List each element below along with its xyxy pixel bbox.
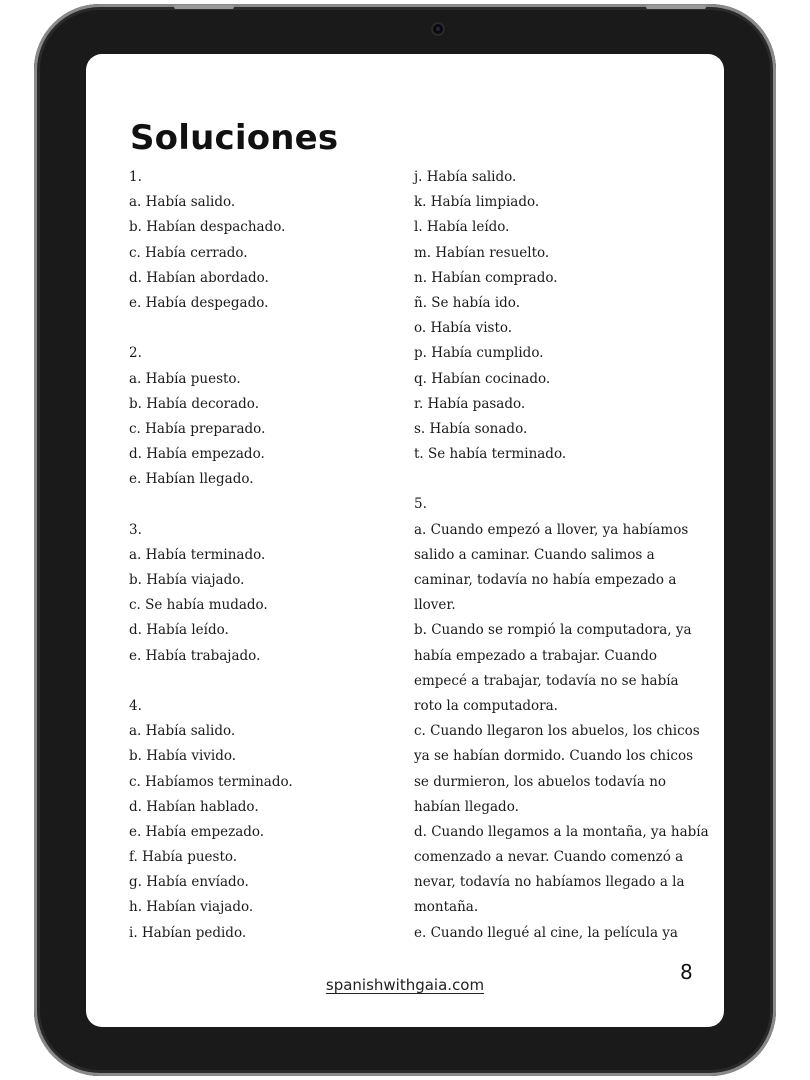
- solution-line: habían llegado.: [414, 798, 519, 815]
- solution-line: e. Había despegado.: [129, 294, 269, 311]
- solution-line: a. Cuando empezó a llover, ya habíamos: [414, 521, 689, 538]
- solution-line: e. Habían llegado.: [129, 471, 254, 488]
- solution-line: c. Había preparado.: [129, 420, 266, 437]
- solution-line: i. Habían pedido.: [129, 924, 247, 941]
- spacer: [129, 316, 379, 341]
- solution-line: l. Había leído.: [414, 219, 510, 236]
- solution-line: d. Habían hablado.: [129, 798, 259, 815]
- solution-line: r. Había pasado.: [414, 395, 526, 412]
- solution-line: t. Se había terminado.: [414, 446, 567, 463]
- solution-line: s. Había sonado.: [414, 420, 528, 437]
- solution-line: roto la computadora.: [414, 697, 558, 714]
- solution-line: ya se habían dormido. Cuando los chicos: [414, 748, 694, 765]
- solution-line: p. Había cumplido.: [414, 345, 544, 362]
- solution-line: h. Habían viajado.: [129, 899, 254, 916]
- solution-line: m. Habían resuelto.: [414, 244, 550, 261]
- power-button: [646, 5, 706, 9]
- solution-line: o. Había visto.: [414, 320, 513, 337]
- solution-line: a. Había puesto.: [129, 370, 241, 387]
- solution-line: a. Había salido.: [129, 723, 236, 740]
- solution-line: d. Habían abordado.: [129, 269, 269, 286]
- page-title: Soluciones: [130, 118, 339, 158]
- solution-line: d. Había leído.: [129, 622, 229, 639]
- solution-line: ñ. Se había ido.: [414, 294, 520, 311]
- page-number: 8: [680, 960, 693, 984]
- solution-line: se durmieron, los abuelos todavía no: [414, 773, 667, 790]
- solution-line: comenzado a nevar. Cuando comenzó a: [414, 849, 684, 866]
- tablet-screen: [86, 54, 724, 1027]
- solution-line: e. Había empezado.: [129, 823, 265, 840]
- solution-line: a. Había salido.: [129, 194, 236, 211]
- solution-line: nevar, todavía no habíamos llegado a la: [414, 874, 685, 891]
- solution-line: c. Había cerrado.: [129, 244, 248, 261]
- solution-line: b. Había decorado.: [129, 395, 259, 412]
- solution-line: j. Había salido.: [414, 169, 517, 185]
- solution-line: k. Había limpiado.: [414, 194, 540, 211]
- spacer: [129, 492, 379, 517]
- solution-line: a. Había terminado.: [129, 546, 266, 563]
- solution-line: 5.: [414, 496, 427, 513]
- solution-line: c. Habíamos terminado.: [129, 773, 293, 790]
- solution-line: 2.: [129, 345, 142, 362]
- solution-line: d. Cuando llegamos a la montaña, ya había: [414, 823, 709, 840]
- volume-button: [174, 5, 234, 9]
- left-solutions-column: [129, 165, 379, 946]
- solution-line: caminar, todavía no había empezado a: [414, 572, 677, 588]
- solution-line: salido a caminar. Cuando salimos a: [414, 546, 655, 563]
- solution-line: d. Había empezado.: [129, 446, 265, 463]
- solution-line: c. Cuando llegaron los abuelos, los chicos: [414, 723, 700, 740]
- solution-line: b. Habían despachado.: [129, 219, 286, 236]
- front-camera: [431, 22, 445, 36]
- solution-line: 4.: [129, 697, 142, 714]
- solution-line: llover.: [414, 597, 456, 614]
- solution-line: g. Había envíado.: [129, 874, 249, 891]
- spacer: [414, 467, 704, 492]
- solution-line: q. Habían cocinado.: [414, 370, 551, 387]
- solution-line: b. Cuando se rompió la computadora, ya: [414, 622, 692, 639]
- solution-line: empecé a trabajar, todavía no se había: [414, 672, 679, 689]
- solution-line: 1.: [129, 169, 142, 185]
- solution-line: c. Se había mudado.: [129, 597, 268, 614]
- solution-line: había empezado a trabajar. Cuando: [414, 647, 657, 664]
- right-solutions-column: [414, 165, 709, 946]
- solution-line: b. Había vivido.: [129, 748, 237, 765]
- website-link[interactable]: spanishwithgaia.com: [325, 976, 485, 994]
- solution-line: e. Cuando llegué al cine, la película ya: [414, 924, 678, 941]
- solution-line: n. Habían comprado.: [414, 269, 558, 286]
- solution-line: 3.: [129, 521, 142, 538]
- solution-line: e. Había trabajado.: [129, 647, 261, 664]
- spacer: [129, 669, 379, 694]
- solution-line: b. Había viajado.: [129, 572, 245, 588]
- solution-line: f. Había puesto.: [129, 849, 238, 866]
- solution-line: montaña.: [414, 899, 479, 916]
